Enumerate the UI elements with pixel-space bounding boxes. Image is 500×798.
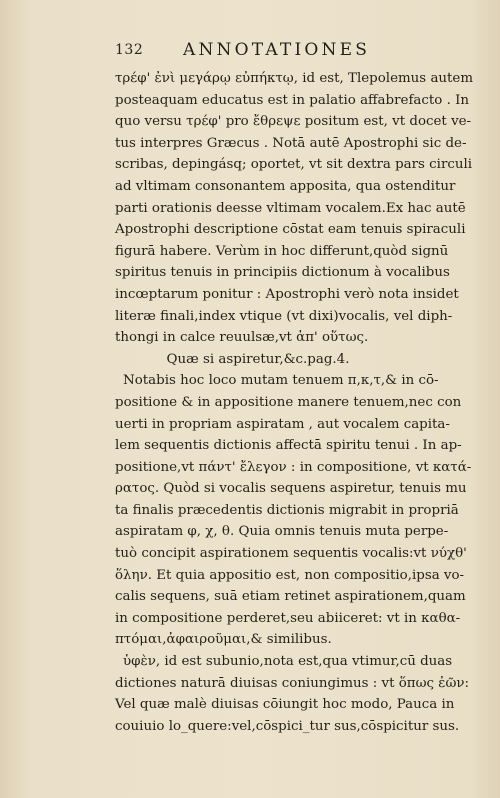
running-head: ANNOTATIONES — [183, 40, 371, 60]
text-line: positione & in appositione manere tenuem,nec con — [115, 394, 462, 410]
text-line: calis sequens, suā etiam retinet aspirationem,quam — [115, 589, 466, 605]
text-line: posteaquam educatus est in palatio affabrefacto . In — [115, 92, 470, 108]
text-line: parti orationis deesse vltimam vocalem.Ex hac autē — [115, 200, 466, 216]
text-line: ta finalis præcedentis dictionis migrabit in propriā — [115, 502, 459, 518]
text-line: τρέφ' ἐνὶ μεγάρῳ εὐπήκτῳ, id est, Tlepolemus autem — [115, 71, 474, 86]
text-line: tus interpres Græcus . Notā autē Apostrophi sic de- — [115, 135, 467, 151]
text-line: lem sequentis dictionis affectā spiritu tenui . In ap- — [115, 438, 462, 454]
text-line: incœptarum ponitur : Apostrophi verò nota insidet — [115, 286, 459, 302]
text-line: tuò concipit aspirationem sequentis vocalis:vt νύχθ' — [115, 546, 467, 562]
text-line: πτόμαι,ἀφαιροῦμαι,& similibus. — [115, 632, 332, 648]
text-line: Notabis hoc loco mutam tenuem π,κ,τ,& in cō- — [123, 373, 439, 389]
text-line: ρατος. Quòd si vocalis sequens aspiretur, tenuis mu — [115, 481, 467, 497]
page-body — [115, 68, 474, 737]
text-line: in compositione perderet,seu abiiceret: vt in καθα- — [115, 610, 461, 626]
text-line: uerti in propriam aspiratam , aut vocalem capita- — [115, 416, 450, 432]
text-line: quo versu τρέφ' pro ἔθρεψε positum est, vt docet ve- — [115, 114, 472, 130]
text-line: scribas, depingásq; oportet, vt sit dextra pars circuli — [115, 157, 473, 173]
text-line: thongi in calce reuulsæ,vt ἀπ' οὕτως. — [115, 330, 369, 346]
text-line: ad vltimam consonantem apposita, qua ostenditur — [115, 178, 456, 194]
page-number: 132 — [115, 42, 144, 58]
text-line: ὅλην. Et quia appositio est, non compositio,ipsa vo- — [115, 567, 465, 583]
text-line: couiuio lo_quere:vel,cōspici_tur sus,cōspicitur sus. — [115, 718, 460, 734]
text-line: ὑφὲν, id est subunio,nota est,qua vtimur,cū duas — [123, 654, 453, 670]
section-heading: Quæ si aspiretur,&c.pag.4. — [166, 351, 350, 367]
text-line: figurā habere. Verùm in hoc differunt,quòd signū — [115, 243, 449, 259]
text-line: aspiratam φ, χ, θ. Quia omnis tenuis muta perpe- — [115, 524, 449, 540]
text-line: Vel quæ malè diuisas cōiungit hoc modo, Pauca in — [115, 697, 455, 713]
page-header — [115, 42, 395, 62]
text-line: dictiones naturā diuisas coniungimus : vt ὅπως ἐῶν: — [115, 675, 470, 691]
text-line: positione,vt πάντ' ἔλεγον : in compositione, vt κατά- — [115, 459, 472, 475]
text-line: spiritus tenuis in principiis dictionum à vocalibus — [115, 265, 450, 281]
text-line: literæ finali,index vtique (vt dixi)vocalis, vel diph- — [115, 308, 453, 324]
text-line: Apostrophi descriptione cōstat eam tenuis spiraculi — [115, 222, 466, 238]
